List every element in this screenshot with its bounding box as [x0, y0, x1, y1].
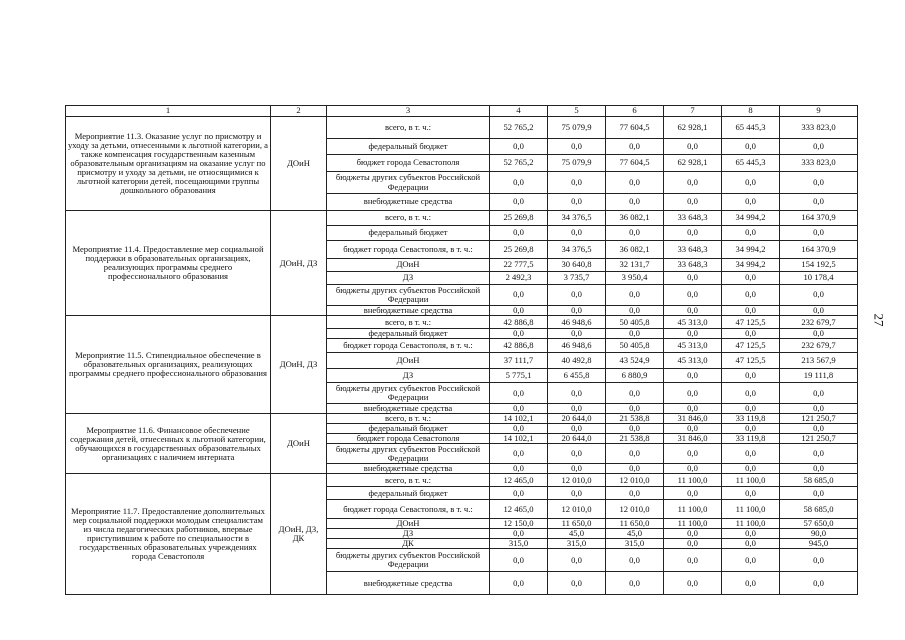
value-cell: 65 445,3 — [722, 117, 780, 139]
value-cell: 0,0 — [780, 139, 858, 155]
value-cell: 0,0 — [490, 464, 548, 474]
funding-source-cell: ДЗ — [327, 529, 490, 539]
funding-source-cell: бюджеты других субъектов Российской Федерации — [327, 172, 490, 194]
value-cell: 12 010,0 — [606, 500, 664, 519]
value-cell: 3 735,7 — [548, 272, 606, 285]
value-cell: 10 178,4 — [780, 272, 858, 285]
value-cell: 0,0 — [490, 306, 548, 316]
value-cell: 6 880,9 — [606, 369, 664, 383]
value-cell: 21 538,8 — [606, 434, 664, 444]
value-cell: 0,0 — [490, 572, 548, 595]
table-row — [66, 316, 858, 329]
value-cell: 0,0 — [664, 172, 722, 194]
funding-source-cell: федеральный бюджет — [327, 424, 490, 434]
activity-cell: Мероприятие 11.6. Финансовое обеспечение содержания детей, отнесенных к льготной категории, обучающихся в государственных образовательных организациях с наличием интерната — [66, 414, 271, 474]
value-cell: 0,0 — [664, 226, 722, 241]
value-cell: 0,0 — [606, 329, 664, 339]
value-cell: 20 644,0 — [548, 434, 606, 444]
value-cell: 121 250,7 — [780, 414, 858, 424]
value-cell: 0,0 — [606, 306, 664, 316]
value-cell: 0,0 — [606, 464, 664, 474]
executor-cell: ДОиН, ДЗ — [271, 211, 327, 316]
value-cell: 0,0 — [780, 172, 858, 194]
activity-cell: Мероприятие 11.4. Предоставление мер социальной поддержки в образовательных организациях, реализующих программы среднего профессионального образования — [66, 211, 271, 316]
value-cell: 315,0 — [490, 539, 548, 549]
funding-source-cell: ДОиН — [327, 353, 490, 369]
value-cell: 12 010,0 — [606, 474, 664, 487]
value-cell: 0,0 — [606, 172, 664, 194]
value-cell: 47 125,5 — [722, 353, 780, 369]
value-cell: 0,0 — [722, 572, 780, 595]
table-row — [66, 117, 858, 139]
value-cell: 0,0 — [664, 194, 722, 211]
value-cell: 34 994,2 — [722, 211, 780, 226]
value-cell: 0,0 — [606, 226, 664, 241]
header-cell: 4 — [490, 106, 548, 117]
value-cell: 0,0 — [548, 383, 606, 404]
funding-source-cell: всего, в т. ч.: — [327, 414, 490, 424]
value-cell: 46 948,6 — [548, 316, 606, 329]
value-cell: 0,0 — [722, 226, 780, 241]
value-cell: 0,0 — [722, 369, 780, 383]
table-row — [66, 414, 858, 424]
funding-source-cell: ДОиН — [327, 259, 490, 272]
value-cell: 0,0 — [548, 194, 606, 211]
header-cell: 9 — [780, 106, 858, 117]
value-cell: 0,0 — [664, 539, 722, 549]
value-cell: 62 928,1 — [664, 155, 722, 172]
value-cell: 0,0 — [664, 424, 722, 434]
value-cell: 34 376,5 — [548, 241, 606, 259]
value-cell: 50 405,8 — [606, 339, 664, 353]
value-cell: 0,0 — [548, 306, 606, 316]
value-cell: 0,0 — [490, 487, 548, 500]
value-cell: 11 100,0 — [722, 519, 780, 529]
activity-cell: Мероприятие 11.5. Стипендиальное обеспечение в образовательных организациях, реализующих программы среднего профессионального образования — [66, 316, 271, 414]
value-cell: 0,0 — [490, 172, 548, 194]
value-cell: 12 465,0 — [490, 474, 548, 487]
header-cell: 1 — [66, 106, 271, 117]
header-cell: 5 — [548, 106, 606, 117]
value-cell: 213 567,9 — [780, 353, 858, 369]
value-cell: 0,0 — [548, 329, 606, 339]
value-cell: 14 102,1 — [490, 434, 548, 444]
value-cell: 90,0 — [780, 529, 858, 539]
value-cell: 164 370,9 — [780, 241, 858, 259]
funding-source-cell: ДОиН — [327, 519, 490, 529]
executor-cell: ДОиН, ДЗ — [271, 316, 327, 414]
funding-source-cell: бюджет города Севастополя, в т. ч.: — [327, 500, 490, 519]
value-cell: 47 125,5 — [722, 316, 780, 329]
value-cell: 0,0 — [490, 404, 548, 414]
value-cell: 0,0 — [664, 572, 722, 595]
value-cell: 45 313,0 — [664, 353, 722, 369]
value-cell: 2 492,3 — [490, 272, 548, 285]
value-cell: 0,0 — [490, 285, 548, 306]
value-cell: 0,0 — [664, 444, 722, 464]
value-cell: 11 100,0 — [664, 500, 722, 519]
activity-cell: Мероприятие 11.3. Оказание услуг по присмотру и уходу за детьми, отнесенными к льготной категории, а также компенсация государственным казенным образовательным организациям на оказание услуг по присмотру и уходу за детьми, не относящимися к льготной категории детей, посещающими группы дошкольного образования — [66, 117, 271, 211]
value-cell: 0,0 — [722, 424, 780, 434]
value-cell: 0,0 — [722, 329, 780, 339]
funding-source-cell: внебюджетные средства — [327, 306, 490, 316]
value-cell: 0,0 — [490, 139, 548, 155]
funding-table — [65, 105, 858, 595]
value-cell: 0,0 — [606, 194, 664, 211]
value-cell: 37 111,7 — [490, 353, 548, 369]
value-cell: 0,0 — [664, 369, 722, 383]
value-cell: 31 846,0 — [664, 414, 722, 424]
table-row — [66, 474, 858, 487]
value-cell: 57 650,0 — [780, 519, 858, 529]
value-cell: 33 648,3 — [664, 211, 722, 226]
value-cell: 42 886,8 — [490, 339, 548, 353]
header-cell: 7 — [664, 106, 722, 117]
value-cell: 25 269,8 — [490, 241, 548, 259]
funding-source-cell: внебюджетные средства — [327, 572, 490, 595]
executor-cell: ДОиН — [271, 414, 327, 474]
value-cell: 0,0 — [664, 383, 722, 404]
value-cell: 11 650,0 — [606, 519, 664, 529]
value-cell: 0,0 — [606, 285, 664, 306]
value-cell: 58 685,0 — [780, 474, 858, 487]
value-cell: 164 370,9 — [780, 211, 858, 226]
value-cell: 30 640,8 — [548, 259, 606, 272]
value-cell: 0,0 — [606, 404, 664, 414]
funding-source-cell: бюджет города Севастополя — [327, 434, 490, 444]
value-cell: 0,0 — [780, 404, 858, 414]
header-row — [66, 106, 858, 117]
value-cell: 0,0 — [780, 194, 858, 211]
value-cell: 77 604,5 — [606, 117, 664, 139]
value-cell: 25 269,8 — [490, 211, 548, 226]
value-cell: 33 119,8 — [722, 414, 780, 424]
executor-cell: ДОиН, ДЗ, ДК — [271, 474, 327, 595]
funding-source-cell: федеральный бюджет — [327, 487, 490, 500]
value-cell: 333 823,0 — [780, 117, 858, 139]
value-cell: 45 313,0 — [664, 339, 722, 353]
value-cell: 5 775,1 — [490, 369, 548, 383]
value-cell: 0,0 — [490, 226, 548, 241]
funding-source-cell: бюджеты других субъектов Российской Федерации — [327, 444, 490, 464]
value-cell: 75 079,9 — [548, 155, 606, 172]
funding-source-cell: бюджет города Севастополя — [327, 155, 490, 172]
value-cell: 12 465,0 — [490, 500, 548, 519]
value-cell: 31 846,0 — [664, 434, 722, 444]
funding-source-cell: ДК — [327, 539, 490, 549]
value-cell: 0,0 — [664, 487, 722, 500]
value-cell: 21 538,8 — [606, 414, 664, 424]
value-cell: 14 102,1 — [490, 414, 548, 424]
value-cell: 0,0 — [606, 444, 664, 464]
activity-cell: Мероприятие 11.7. Предоставление дополнительных мер социальной поддержки молодым специалистам из числа педагогических работников, впервые приступившим к работе по специальности в государственных образовательных учреждениях города Севастополя — [66, 474, 271, 595]
value-cell: 0,0 — [722, 487, 780, 500]
funding-source-cell: бюджеты других субъектов Российской Федерации — [327, 285, 490, 306]
value-cell: 0,0 — [722, 172, 780, 194]
value-cell: 0,0 — [722, 464, 780, 474]
value-cell: 0,0 — [490, 383, 548, 404]
value-cell: 0,0 — [548, 139, 606, 155]
value-cell: 12 010,0 — [548, 500, 606, 519]
value-cell: 45 313,0 — [664, 316, 722, 329]
value-cell: 47 125,5 — [722, 339, 780, 353]
value-cell: 315,0 — [548, 539, 606, 549]
executor-cell: ДОиН — [271, 117, 327, 211]
value-cell: 32 131,7 — [606, 259, 664, 272]
value-cell: 0,0 — [490, 424, 548, 434]
value-cell: 0,0 — [780, 424, 858, 434]
value-cell: 0,0 — [664, 285, 722, 306]
header-cell: 6 — [606, 106, 664, 117]
value-cell: 0,0 — [664, 529, 722, 539]
value-cell: 0,0 — [664, 329, 722, 339]
value-cell: 0,0 — [722, 549, 780, 572]
value-cell: 0,0 — [722, 529, 780, 539]
value-cell: 50 405,8 — [606, 316, 664, 329]
value-cell: 0,0 — [722, 444, 780, 464]
value-cell: 0,0 — [664, 139, 722, 155]
value-cell: 0,0 — [664, 272, 722, 285]
funding-source-cell: внебюджетные средства — [327, 464, 490, 474]
funding-source-cell: бюджеты других субъектов Российской Федерации — [327, 383, 490, 404]
value-cell: 0,0 — [722, 194, 780, 211]
value-cell: 0,0 — [548, 572, 606, 595]
value-cell: 945,0 — [780, 539, 858, 549]
value-cell: 154 192,5 — [780, 259, 858, 272]
value-cell: 33 119,8 — [722, 434, 780, 444]
value-cell: 0,0 — [722, 306, 780, 316]
value-cell: 0,0 — [606, 383, 664, 404]
value-cell: 0,0 — [780, 285, 858, 306]
value-cell: 0,0 — [490, 329, 548, 339]
value-cell: 0,0 — [780, 549, 858, 572]
value-cell: 33 648,3 — [664, 241, 722, 259]
value-cell: 40 492,8 — [548, 353, 606, 369]
header-cell: 3 — [327, 106, 490, 117]
value-cell: 77 604,5 — [606, 155, 664, 172]
funding-source-cell: внебюджетные средства — [327, 194, 490, 211]
value-cell: 20 644,0 — [548, 414, 606, 424]
page-number: 27 — [871, 313, 887, 327]
value-cell: 0,0 — [664, 404, 722, 414]
value-cell: 11 100,0 — [664, 474, 722, 487]
value-cell: 0,0 — [780, 226, 858, 241]
funding-source-cell: федеральный бюджет — [327, 139, 490, 155]
value-cell: 0,0 — [780, 383, 858, 404]
value-cell: 36 082,1 — [606, 241, 664, 259]
value-cell: 0,0 — [780, 464, 858, 474]
value-cell: 11 100,0 — [722, 474, 780, 487]
value-cell: 19 111,8 — [780, 369, 858, 383]
value-cell: 11 100,0 — [664, 519, 722, 529]
value-cell: 0,0 — [722, 272, 780, 285]
value-cell: 0,0 — [722, 404, 780, 414]
value-cell: 12 010,0 — [548, 474, 606, 487]
funding-source-cell: всего, в т. ч.: — [327, 211, 490, 226]
value-cell: 0,0 — [548, 549, 606, 572]
funding-source-cell: всего, в т. ч.: — [327, 117, 490, 139]
value-cell: 0,0 — [780, 572, 858, 595]
value-cell: 11 650,0 — [548, 519, 606, 529]
value-cell: 34 994,2 — [722, 259, 780, 272]
funding-source-cell: бюджеты других субъектов Российской Федерации — [327, 549, 490, 572]
value-cell: 45,0 — [606, 529, 664, 539]
value-cell: 0,0 — [722, 539, 780, 549]
value-cell: 0,0 — [664, 464, 722, 474]
value-cell: 11 100,0 — [722, 500, 780, 519]
value-cell: 0,0 — [490, 549, 548, 572]
value-cell: 62 928,1 — [664, 117, 722, 139]
value-cell: 65 445,3 — [722, 155, 780, 172]
value-cell: 0,0 — [780, 444, 858, 464]
value-cell: 0,0 — [606, 572, 664, 595]
value-cell: 0,0 — [548, 424, 606, 434]
value-cell: 75 079,9 — [548, 117, 606, 139]
value-cell: 46 948,6 — [548, 339, 606, 353]
value-cell: 0,0 — [722, 383, 780, 404]
value-cell: 12 150,0 — [490, 519, 548, 529]
value-cell: 34 376,5 — [548, 211, 606, 226]
value-cell: 333 823,0 — [780, 155, 858, 172]
value-cell: 0,0 — [490, 444, 548, 464]
value-cell: 0,0 — [664, 306, 722, 316]
value-cell: 43 524,9 — [606, 353, 664, 369]
value-cell: 22 777,5 — [490, 259, 548, 272]
value-cell: 0,0 — [780, 329, 858, 339]
table-row — [66, 211, 858, 226]
value-cell: 0,0 — [548, 226, 606, 241]
value-cell: 0,0 — [606, 487, 664, 500]
value-cell: 0,0 — [780, 306, 858, 316]
value-cell: 0,0 — [548, 444, 606, 464]
value-cell: 0,0 — [606, 549, 664, 572]
value-cell: 0,0 — [606, 424, 664, 434]
value-cell: 315,0 — [606, 539, 664, 549]
value-cell: 0,0 — [722, 139, 780, 155]
value-cell: 6 455,8 — [548, 369, 606, 383]
header-cell: 8 — [722, 106, 780, 117]
value-cell: 33 648,3 — [664, 259, 722, 272]
value-cell: 0,0 — [548, 404, 606, 414]
funding-source-cell: ДЗ — [327, 369, 490, 383]
value-cell: 0,0 — [780, 487, 858, 500]
value-cell: 34 994,2 — [722, 241, 780, 259]
value-cell: 0,0 — [722, 285, 780, 306]
funding-source-cell: федеральный бюджет — [327, 329, 490, 339]
table-body — [66, 117, 858, 595]
funding-source-cell: всего, в т. ч.: — [327, 316, 490, 329]
value-cell: 0,0 — [664, 549, 722, 572]
value-cell: 58 685,0 — [780, 500, 858, 519]
value-cell: 232 679,7 — [780, 316, 858, 329]
value-cell: 0,0 — [548, 285, 606, 306]
value-cell: 0,0 — [490, 194, 548, 211]
value-cell: 0,0 — [548, 487, 606, 500]
value-cell: 42 886,8 — [490, 316, 548, 329]
funding-source-cell: ДЗ — [327, 272, 490, 285]
value-cell: 3 950,4 — [606, 272, 664, 285]
funding-source-cell: внебюджетные средства — [327, 404, 490, 414]
value-cell: 0,0 — [548, 172, 606, 194]
value-cell: 45,0 — [548, 529, 606, 539]
header-cell: 2 — [271, 106, 327, 117]
value-cell: 52 765,2 — [490, 155, 548, 172]
value-cell: 0,0 — [490, 529, 548, 539]
value-cell: 0,0 — [606, 139, 664, 155]
value-cell: 232 679,7 — [780, 339, 858, 353]
funding-source-cell: бюджет города Севастополя, в т. ч.: — [327, 339, 490, 353]
value-cell: 36 082,1 — [606, 211, 664, 226]
funding-source-cell: всего, в т. ч.: — [327, 474, 490, 487]
funding-source-cell: федеральный бюджет — [327, 226, 490, 241]
value-cell: 0,0 — [548, 464, 606, 474]
value-cell: 121 250,7 — [780, 434, 858, 444]
value-cell: 52 765,2 — [490, 117, 548, 139]
funding-source-cell: бюджет города Севастополя, в т. ч.: — [327, 241, 490, 259]
